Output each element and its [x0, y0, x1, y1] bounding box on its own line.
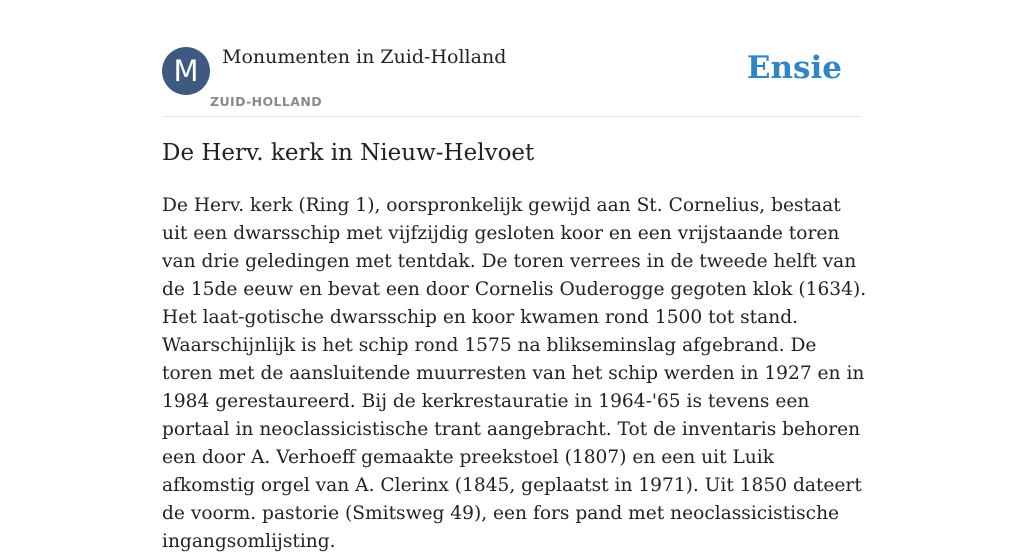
- avatar[interactable]: M: [162, 47, 210, 95]
- collection-title-link[interactable]: Monumenten in Zuid-Holland: [222, 46, 507, 68]
- ensie-logo[interactable]: Ensie: [746, 50, 842, 86]
- page-title: De Herv. kerk in Nieuw-Helvoet: [162, 140, 535, 166]
- header: [162, 0, 862, 117]
- article-body: De Herv. kerk (Ring 1), oorspronkelijk gewijd aan St. Cornelius, bestaat uit een dwarsschip met vijfzijdig gesloten koor en een vrijstaande toren van drie geledingen met tentdak. De toren verrees in de tweede helft van de 15de eeuw en bevat een door Cornelis Ouderogge gegoten klok (1634). Het laat-gotische dwarsschip en koor kwamen rond 1500 tot stand. Waarschijnlijk is het schip rond 1575 na blikseminslag afgebrand. De toren met de aansluitende muurresten van het schip werden in 1927 en in 1984 gerestaureerd. Bij de kerkrestauratie in 1964-'65 is tevens een portaal in neoclassicistische trant aangebracht. Tot de inventaris behoren een door A. Verhoeff gemaakte preekstoel (1807) en een uit Luik afkomstig orgel van A. Clerinx (1845, geplaatst in 1971). Uit 1850 dateert de voorm. pastorie (Smitsweg 49), een fors pand met neoclassicistische ingangsomlijsting.: [162, 195, 867, 552]
- topic-label-link[interactable]: ZUID-HOLLAND: [210, 94, 322, 109]
- page-container: [162, 0, 867, 552]
